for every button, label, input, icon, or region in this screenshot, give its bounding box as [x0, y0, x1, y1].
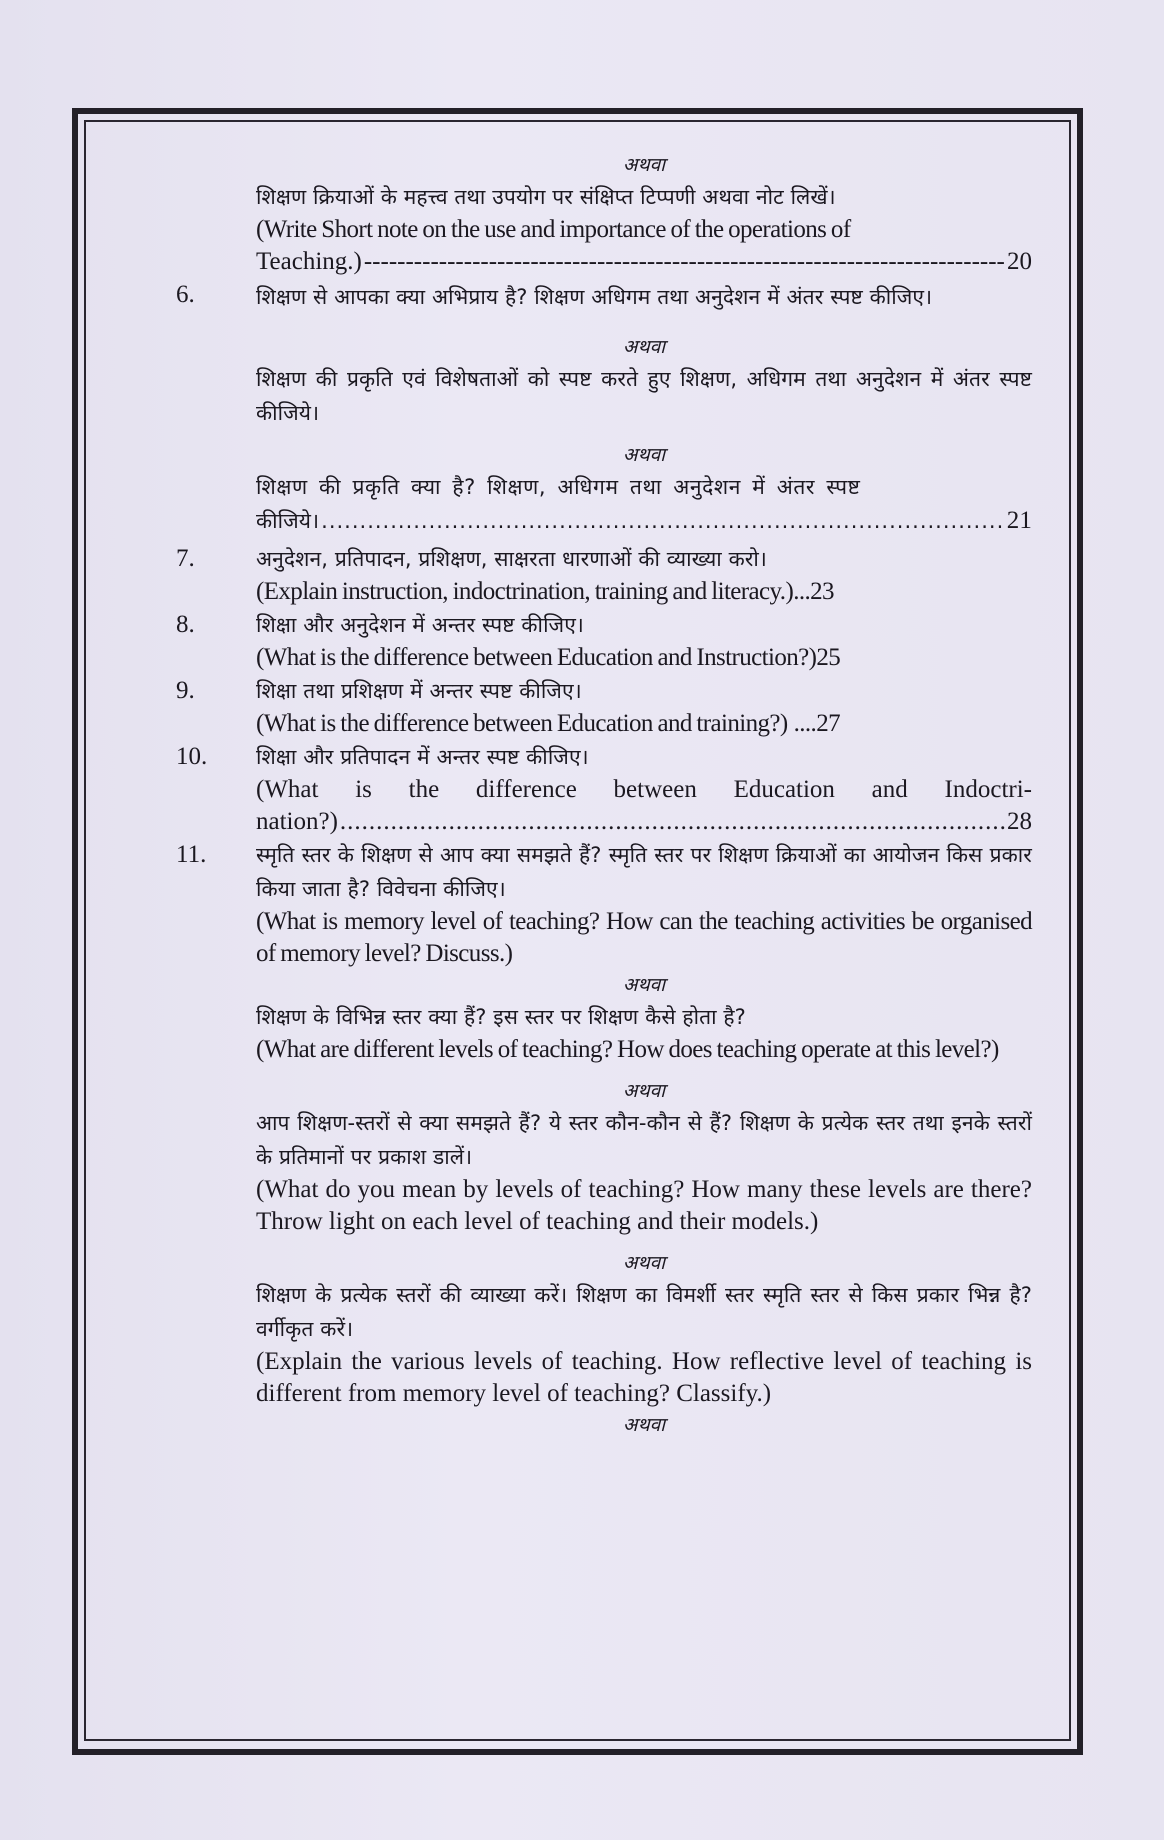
- question-english: (What is memory level of teaching? How can the teaching activities be organised of memory level? Discuss.): [256, 908, 1032, 967]
- question-hindi: शिक्षा तथा प्रशिक्षण में अन्तर स्पष्ट कीजिए।: [256, 679, 582, 703]
- question-item: [176, 180, 1032, 278]
- question-hindi: आप शिक्षण-स्तरों से क्या समझते हैं? ये स्तर कौन-कौन से हैं? शिक्षण के प्रत्येक स्तर तथा इनके स्तरों के प्रतिमानों पर प्रकाश डालें।: [256, 1111, 1032, 1169]
- question-number: 6.: [176, 281, 195, 308]
- question-item: [176, 1000, 1032, 1066]
- leader-dots: ...: [793, 578, 811, 605]
- or-separator: अथवा: [622, 974, 666, 996]
- question-english: (Write Short note on the use and importance of the operations of: [256, 216, 851, 243]
- question-item: [176, 838, 1032, 970]
- page-number: 28: [1007, 808, 1032, 835]
- or-separator: अथवा: [622, 444, 666, 466]
- question-english: (Explain the various levels of teaching. How reflective level of teaching is different from memory level of teaching? Classify.): [256, 1348, 1032, 1407]
- question-number: 7.: [176, 545, 195, 572]
- page-number: 23: [810, 578, 834, 605]
- dash-leader: [364, 246, 1005, 278]
- question-hindi: शिक्षा और प्रतिपादन में अन्तर स्पष्ट कीजिए।: [256, 745, 589, 769]
- question-english-page-line: [256, 806, 1032, 838]
- question-hindi: स्मृति स्तर के शिक्षण से आप क्या समझते हैं? स्मृति स्तर पर शिक्षण क्रियाओं का आयोजन किस प्रकार किया जाता है? विवेचना कीजिए।: [256, 843, 1032, 901]
- page-number: 25: [816, 644, 841, 671]
- or-separator: अथवा: [622, 1414, 666, 1436]
- question-english-cont: Teaching.): [256, 248, 362, 275]
- question-hindi: शिक्षण की प्रकृति एवं विशेषताओं को स्पष्ट करते हुए शिक्षण, अधिगम तथा अनुदेशन में अंतर स्पष्ट कीजिये।: [256, 367, 1032, 425]
- or-separator: अथवा: [622, 1252, 666, 1274]
- question-hindi: शिक्षा और अनुदेशन में अन्तर स्पष्ट कीजिए।: [256, 613, 584, 637]
- question-item: [176, 1106, 1032, 1238]
- question-list: [176, 150, 1032, 1440]
- dot-leader: [340, 806, 1005, 838]
- question-english: (What is the difference between Education and training?): [256, 710, 788, 737]
- dot-leader: [321, 504, 1005, 538]
- or-separator: अथवा: [622, 154, 666, 176]
- question-number: 11.: [176, 841, 207, 868]
- question-english-page-line: [256, 642, 1032, 674]
- question-item: [176, 542, 1032, 608]
- or-separator: अथवा: [622, 1080, 666, 1102]
- question-english: (What is the difference between Education and Instruction?): [256, 644, 817, 671]
- page-number: 20: [1007, 248, 1032, 275]
- question-item: [176, 1278, 1032, 1410]
- question-english-page-line: [256, 246, 1032, 278]
- question-english-page-line: [256, 708, 1032, 740]
- question-english-page-line: [256, 576, 1032, 608]
- question-hindi: शिक्षण की प्रकृति क्या है? शिक्षण, अधिगम तथा अनुदेशन में अंतर स्पष्ट: [256, 475, 861, 499]
- question-english: (What is the difference between Education and Indoctri-: [256, 776, 1032, 803]
- question-item: [176, 278, 1032, 314]
- page-number: 21: [1006, 507, 1032, 534]
- page-number: 27: [816, 710, 841, 737]
- question-english: (What are different levels of teaching? How does teaching operate at this level?): [256, 1036, 999, 1063]
- question-number: 8.: [176, 611, 195, 638]
- question-hindi: शिक्षण से आपका क्या अभिप्राय है? शिक्षण अधिगम तथा अनुदेशन में अंतर स्पष्ट कीजिए।: [256, 285, 933, 309]
- question-english: (What do you mean by levels of teaching? How many these levels are there? Throw light on each level of teaching and their models.): [256, 1176, 1032, 1235]
- question-english: (Explain instruction, indoctrination, training and literacy.): [256, 578, 794, 605]
- question-hindi-cont: कीजिये।: [256, 509, 320, 533]
- question-hindi: शिक्षण के प्रत्येक स्तरों की व्याख्या करें। शिक्षण का विमर्शी स्तर स्मृति स्तर से किस प्रकार भिन्न है? वर्गीकृत करें।: [256, 1283, 1032, 1341]
- question-number: 9.: [176, 677, 195, 704]
- question-item: [176, 740, 1032, 838]
- question-hindi: अनुदेशन, प्रतिपादन, प्रशिक्षण, साक्षरता धारणाओं की व्याख्या करो।: [256, 547, 767, 571]
- question-english-cont: nation?): [256, 808, 338, 835]
- leader-dots: ....: [793, 710, 817, 737]
- question-hindi: शिक्षण के विभिन्न स्तर क्या हैं? इस स्तर पर शिक्षण कैसे होता है?: [256, 1005, 746, 1029]
- or-separator: अथवा: [622, 336, 666, 358]
- question-item: [176, 674, 1032, 740]
- question-item: [176, 608, 1032, 674]
- question-item: [176, 362, 1032, 430]
- question-hindi-page-line: [256, 504, 1032, 538]
- question-item: [176, 470, 1032, 538]
- question-hindi: शिक्षण क्रियाओं के महत्त्व तथा उपयोग पर संक्षिप्त टिप्पणी अथवा नोट लिखें।: [256, 185, 836, 209]
- question-number: 10.: [176, 743, 208, 770]
